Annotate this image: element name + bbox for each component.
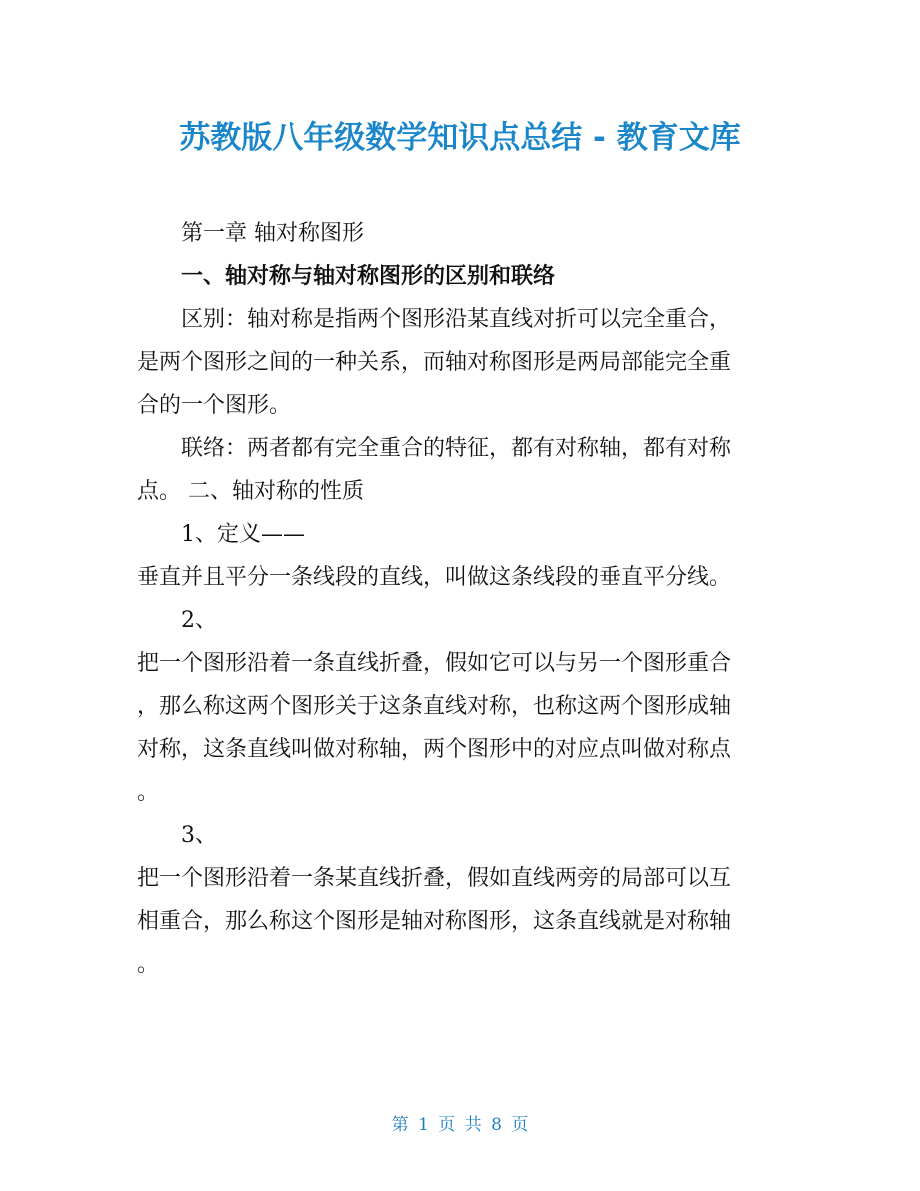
paragraph-line: 。 <box>137 952 160 977</box>
paragraph-line: 。 <box>137 780 160 805</box>
page-footer <box>0 1112 920 1138</box>
paragraph-line: 3、 <box>181 823 217 848</box>
paragraph-line: 点。 二、轴对称的性质 <box>137 479 364 504</box>
document-body <box>137 212 787 986</box>
footer-label: 页 <box>438 1115 456 1135</box>
paragraph-line: 把一个图形沿着一条直线折叠，假如它可以与另一个图形重合 <box>137 651 732 676</box>
total-pages-number: 8 <box>491 1115 502 1135</box>
paragraph-line: 是两个图形之间的一种关系，而轴对称图形是两局部能完全重 <box>137 350 732 375</box>
footer-label: 页 <box>511 1115 529 1135</box>
paragraph-line: 合的一个图形。 <box>137 393 292 418</box>
paragraph-line: 垂直并且平分一条线段的直线，叫做这条线段的垂直平分线。 <box>137 565 732 590</box>
document-title: 苏教版八年级数学知识点总结 - 教育文库 <box>179 120 741 156</box>
current-page-number: 1 <box>418 1115 429 1135</box>
paragraph-line: 区别：轴对称是指两个图形沿某直线对折可以完全重合， <box>181 307 732 332</box>
footer-label: 共 <box>464 1115 482 1135</box>
paragraph-line: 2、 <box>181 608 217 633</box>
paragraph-line: 1、定义—— <box>181 522 305 547</box>
paragraph-line: 把一个图形沿着一条某直线折叠，假如直线两旁的局部可以互 <box>137 866 732 891</box>
chapter-heading: 第一章 轴对称图形 <box>181 221 364 246</box>
paragraph-line: 联络：两者都有完全重合的特征，都有对称轴，都有对称 <box>181 436 732 461</box>
section-heading-1: 一、轴对称与轴对称图形的区别和联络 <box>181 263 556 289</box>
footer-label: 第 <box>391 1115 409 1135</box>
paragraph-line: 相重合，那么称这个图形是轴对称图形，这条直线就是对称轴 <box>137 909 732 934</box>
paragraph-line: ，那么称这两个图形关于这条直线对称，也称这两个图形成轴 <box>137 694 732 719</box>
paragraph-line: 对称，这条直线叫做对称轴，两个图形中的对应点叫做对称点 <box>137 737 732 762</box>
